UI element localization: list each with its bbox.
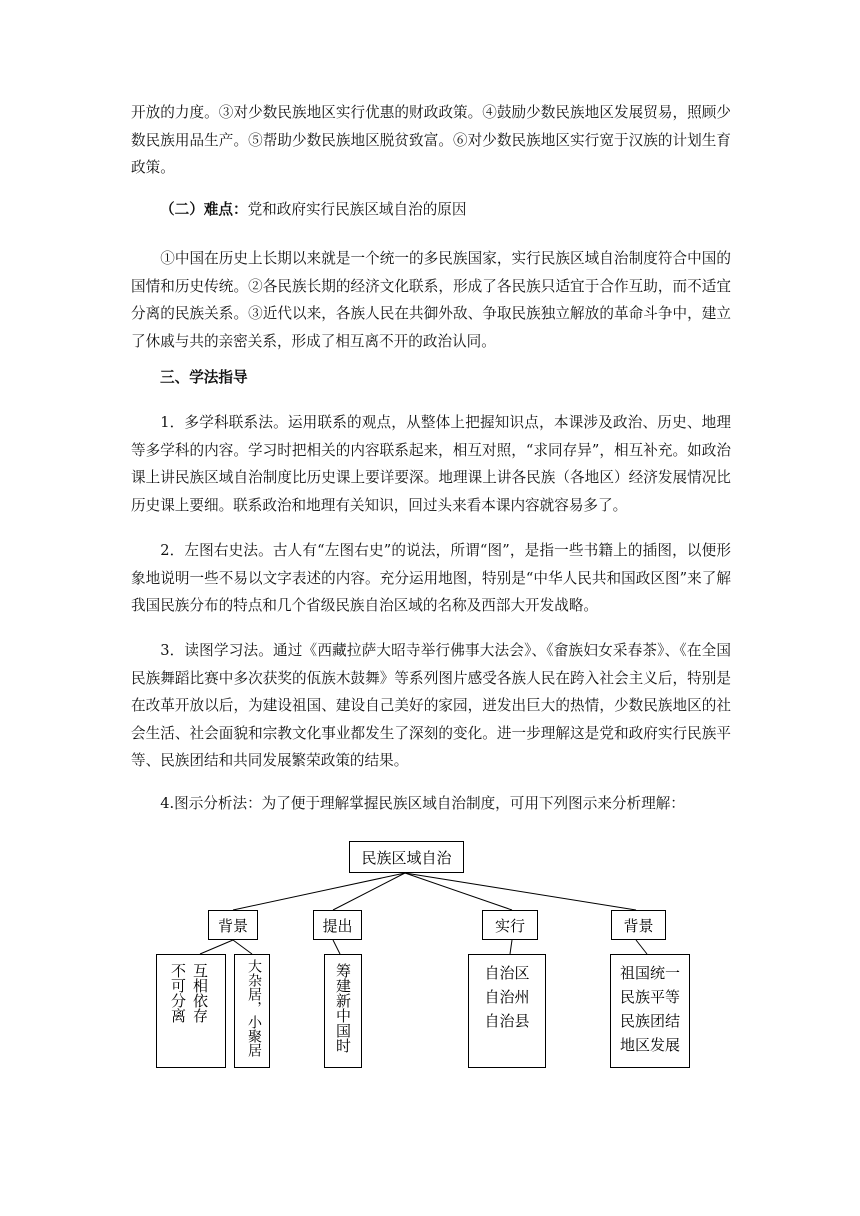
leaf-text-inseparable: 不可分离 [169, 963, 187, 1023]
paragraph-method-2: 2．左图右史法。古人有“左图右史”的说法，所谓“图”，是指一些书籍上的插图，以便形象地说明一些不易以文字表述的内容。充分运用地图，特别是“中华人民共和国政区图”来了解我国民族分布的特点和几个省级民族自治区域的名称及西部大开发战略。 [131, 542, 731, 614]
diagram-leaf-significance [610, 954, 690, 1068]
diagram-leaf-mixed-living [234, 954, 270, 1068]
leaf-text-prefecture: 自治州 [484, 988, 530, 1006]
diagram-branch-implement: 实行 [482, 910, 538, 940]
leaf-text-region: 自治区 [484, 964, 530, 982]
leaf-text-development: 地区发展 [619, 1036, 680, 1054]
leaf-text-interdependent: 互相依存 [191, 963, 209, 1023]
difficulty-label: （二）难点： [160, 201, 248, 218]
paragraph-policies-continued: 开放的力度。③对少数民族地区实行优惠的财政政策。④鼓励少数民族地区发展贸易，照顾少数民族用品生产。⑤帮助少数民族地区脱贫致富。⑥对少数民族地区实行宽于汉族的计划生育政策。 [131, 104, 731, 176]
difficulty-text: 党和政府实行民族区域自治的原因 [247, 201, 467, 218]
diagram-branch-propose: 提出 [313, 910, 362, 940]
paragraph-method-1: 1．多学科联系法。运用联系的观点，从整体上把握知识点，本课涉及政治、历史、地理等多学科的内容。学习时把相关的内容联系起来，相互对照，“求同存异”，相互补充。如政治课上讲民族区域自治制度比历史课上要详要深。地理课上讲各民族（各地区）经济发展情况比历史课上要细。联系政治和地理有关知识，回过头来看本课内容就容易多了。 [131, 414, 731, 514]
section-heading-study-methods: 三、学法指导 [160, 369, 248, 386]
diagram-branch-background-2: 背景 [611, 910, 666, 940]
diagram-root-box: 民族区域自治 [349, 841, 464, 873]
paragraph-method-4: 4.图示分析法：为了便于理解掌握民族区域自治制度，可用下列图示来分析理解： [160, 795, 685, 812]
leaf-text-county: 自治县 [484, 1012, 530, 1030]
diagram-branch-background-1: 背景 [208, 910, 258, 940]
diagram-leaf-founding [324, 954, 362, 1068]
paragraph-reasons: ①中国在历史上长期以来就是一个统一的多民族国家，实行民族区域自治制度符合中国的国情和历史传统。②各民族长期的经济文化联系，形成了各民族只适宜于合作互助，而不适宜分离的民族关系。③近代以来，各族人民在共御外敌、争取民族独立解放的革命斗争中，建立了休戚与共的亲密关系，形成了相互离不开的政治认同。 [131, 250, 731, 350]
paragraph-method-3: 3．读图学习法。通过《西藏拉萨大昭寺举行佛事大法会》、《畲族妇女采春茶》、《在全国民族舞蹈比赛中多次获奖的佤族木鼓舞》等系列图片感受各族人民在跨入社会主义后，特别是在改革开放以后，为建设祖国、建设自己美好的家园，迸发出巨大的热情，少数民族地区的社会生活、社会面貌和宗教文化事业都发生了深刻的变化。进一步理解这是党和政府实行民族平等、民族团结和共同发展繁荣政策的结果。 [131, 642, 731, 769]
leaf-text-unity: 祖国统一 [619, 964, 680, 982]
diagram-leaf-autonomous-units [468, 954, 546, 1068]
leaf-text-mixed-living [245, 959, 261, 1057]
leaf-text-equality: 民族平等 [619, 988, 680, 1006]
leaf-text-founding: 筹建新中国时 [334, 963, 352, 1053]
leaf-text-mixed-living-2: 小聚居 [246, 1015, 262, 1057]
diagram-leaf-interdependent [156, 954, 226, 1068]
leaf-text-solidarity: 民族团结 [619, 1012, 680, 1030]
leaf-text-mixed-living-1: 大杂居， [246, 959, 262, 1015]
